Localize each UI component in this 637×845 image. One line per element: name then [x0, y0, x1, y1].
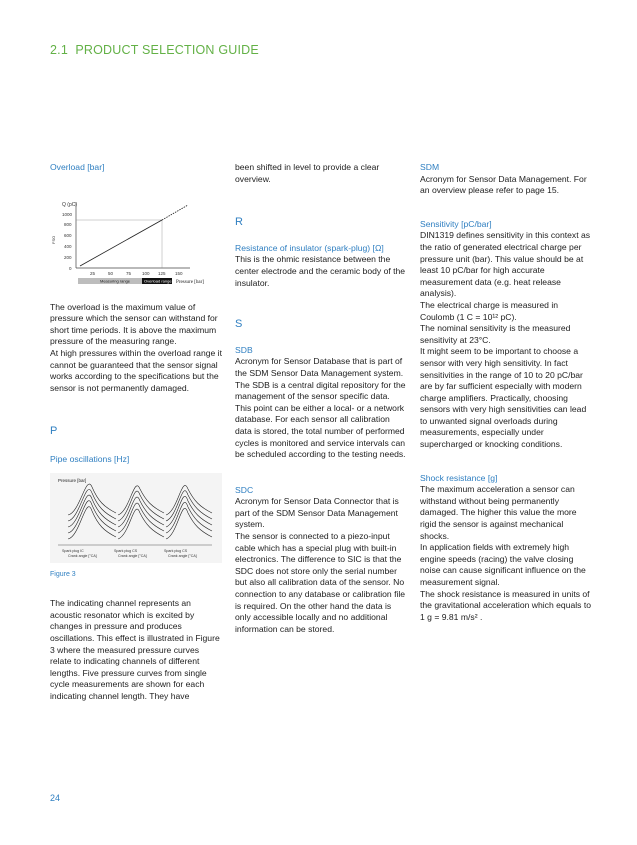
overload-para-1: The overload is the maximum value of pressure which the sensor can withstand for short time periods. It is above the maximum pressure of the measuring range. [50, 301, 218, 347]
overload-xtick: 50 [108, 270, 114, 276]
overload-ytick: 200 [64, 254, 72, 260]
pipe-oscillations-chart [50, 473, 222, 563]
figure-caption: Figure 3 [50, 570, 76, 578]
column-2 [235, 162, 407, 635]
shock-resistance-heading: Shock resistance [g] [420, 472, 498, 483]
overload-xtick: 125 [158, 270, 166, 276]
section-title-a: PRODUCT SELECT [75, 43, 192, 57]
sdc-para-2: The sensor is connected to a piezo-input cable which has a special plug with built-in electronics. The difference to SIC is that the SDC does not store only the serial number but also all calibration data of the sensor. No connection to any database or calibration file is required. On the other hand the data is only accessible locally and no additional information can be stored. [235, 531, 406, 634]
section-letter-r: R [235, 216, 243, 229]
sensitivity-para-2: The electrical charge is measured in Coulomb (1 C = 10¹² pC). [420, 299, 559, 322]
overload-xlabel: Pressure [bar] [176, 279, 204, 285]
overload-para-2: At high pressures within the overload range it cannot be guaranteed that the sensor signal works according to the specifications but the sensor is not permanently damaged. [50, 347, 222, 393]
sdb-para-2: The SDB is a central digital repository for the management of the sensor specific data. This point can be either a local- or a network database. For each sensor all calibration data is stored, the total number of performed cycles is monitored and service intervals can be scheduled according to the testing needs. [235, 379, 406, 460]
pipe-chart-ylabel: Pressure [bar] [58, 477, 87, 483]
overload-side-label: FSO [51, 235, 56, 244]
measuring-range-label: Measuring range [100, 278, 131, 284]
sdc-heading: SDC [235, 484, 254, 495]
pipe-oscillations-para: The indicating channel represents an acoustic resonator which is excited by changes in pressure and produces oscillations. This effect is illustrated in Figure 3 where the measured pressure curves relate to indicating channels of different lengths. Five pressure curves from single cycle measurements are shown for each indicating channel length. They have [50, 598, 220, 701]
resistance-para: This is the ohmic resistance between the center electrode and the ceramic body of the insulator. [235, 254, 406, 288]
overload-xtick: 150 [175, 270, 183, 276]
pipe-panel-xlabel: Crank angle [°CA] [168, 553, 197, 558]
column-1 [50, 162, 222, 702]
overload-curve-overload [162, 205, 188, 220]
section-letter-p: P [50, 425, 58, 438]
overload-xtick: 75 [126, 270, 132, 276]
section-number: 2.1 [50, 43, 68, 57]
shock-para-3: The shock resistance is measured in units of the gravitational acceleration which equals to 1 g = 9.81 m/s² . [420, 588, 592, 622]
section-header [50, 43, 259, 57]
section-title-b: ION GUIDE [191, 43, 259, 57]
sdb-heading: SDB [235, 344, 253, 355]
sdm-heading: SDM [420, 162, 440, 172]
overload-ytick: 600 [64, 232, 72, 238]
pipe-panel-label: Spark plug CS [164, 548, 188, 553]
pipe-oscillations-heading: Pipe oscillations [Hz] [50, 453, 130, 464]
overload-heading: Overload [bar] [50, 162, 105, 172]
overload-ytick: 800 [64, 221, 72, 227]
sdb-para-1: Acronym for Sensor Database that is part of the SDM Sensor Data Management system. [235, 356, 404, 378]
section-letter-s: S [235, 318, 243, 331]
column-3 [420, 162, 592, 623]
pipe-panel-xlabel: Crank angle [°CA] [118, 553, 147, 558]
overload-range-label: Overload range [144, 278, 172, 284]
page-number: 24 [50, 793, 61, 803]
sdm-para: Acronym for Sensor Data Management. For an overview please refer to page 15. [420, 173, 587, 196]
overload-chart [50, 194, 222, 294]
sensitivity-para-4: It might seem to be important to choose a sensor with very high sensitivity. In fact sensitivities in the range of 10 to 20 pC/bar are by far sufficient especially with modern charge amplifiers. Practically, choosing sensors with very high sensitivities can lead to unwanted signal overloads during measurements, especially under supercharged or knocking conditions. [420, 346, 587, 450]
pipe-panel-label: Spark plug CS [114, 548, 138, 553]
overload-chart-ylabel: Q (pC) [62, 201, 77, 208]
overload-ytick: 0 [69, 265, 72, 271]
overload-xtick: 25 [90, 270, 96, 276]
shock-para-2: In application fields with extremely high engine speeds (racing) the valve closing noise can cause significant influence on the measurement signal. [420, 542, 586, 587]
pipe-panel-xlabel: Crank angle [°CA] [68, 553, 97, 558]
shock-para-1: The maximum acceleration a sensor can withstand without being permanently damaged. The higher this value the more rigid the sensor is against mechanical shocks. [420, 484, 577, 541]
sensitivity-para-3: The nominal sensitivity is the measured sensitivity at 23°C. [420, 323, 571, 345]
resistance-heading: Resistance of insulator (spark-plug) [Ω] [235, 242, 384, 253]
overload-curve-measuring [80, 220, 162, 266]
overload-xtick: 100 [142, 270, 150, 276]
pipe-panel-label: Spark plug IC [62, 548, 84, 553]
continued-para: been shifted in level to provide a clear overview. [235, 162, 380, 184]
overload-ytick: 400 [64, 243, 72, 249]
sdc-para-1: Acronym for Sensor Data Connector that is part of the SDM Sensor Data Management system. [235, 496, 399, 530]
sensitivity-heading: Sensitivity [pC/bar] [420, 218, 492, 229]
overload-ytick: 1000 [62, 211, 73, 217]
sensitivity-para-1: DIN1319 defines sensitivity in this context as the ratio of generated electrical charge per pressure unit (bar). This value should be at least 10 pC/bar for high accurate measurement data (e.g. heat release analysis). [420, 230, 591, 299]
